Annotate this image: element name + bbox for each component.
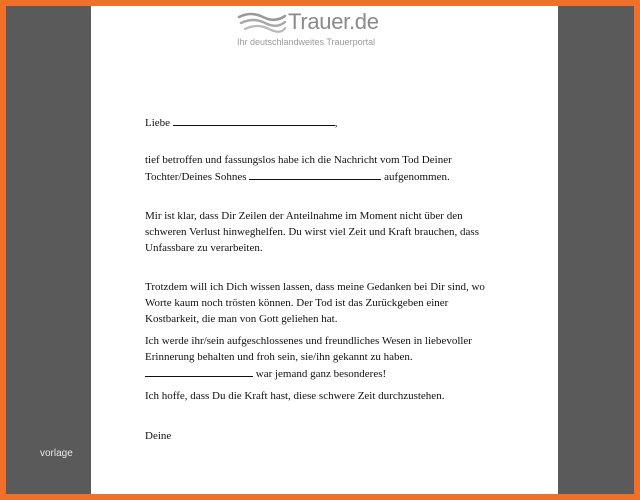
werde-line-3-end: war jemand ganz besonderes! (255, 368, 387, 380)
brand-tagline: Ihr deutschlandweites Trauerportal (237, 37, 376, 47)
werde-line-1: Ich werde ihr/sein aufgeschlossenes und freundliches Wesen in liebevoller (145, 335, 472, 347)
werde-line-2: Erinnerung behalten und froh sein, sie/ihn gekannt zu haben. (145, 351, 413, 363)
news-line-2-end: aufgenommen. (384, 171, 450, 183)
trotzdem-line: Worte kaum noch trösten können. Der Tod ist das Zurückgeben einer (145, 297, 449, 309)
paragraph-hoffe: Ich hoffe, dass Du die Kraft hast, diese schwere Zeit durchzustehen. (145, 390, 445, 402)
recipient-name-blank (173, 114, 335, 126)
salutation-line (145, 114, 515, 131)
brand-name: Trauer.de (288, 9, 379, 34)
waves-icon (237, 11, 287, 33)
salutation-comma: , (334, 117, 338, 129)
trotzdem-line: Kostbarkeit, die man von Gott geliehen hat. (145, 313, 338, 325)
brand-logo (237, 9, 397, 49)
paragraph-klar (145, 208, 515, 256)
news-line-2-start: Tochter/Deines Sohnes (145, 171, 247, 183)
child-name-blank (249, 168, 381, 180)
letter-body (145, 114, 515, 444)
document-page (91, 6, 558, 494)
closing: Deine (145, 430, 172, 442)
stage-label: vorlage (40, 448, 73, 459)
paragraph-news (145, 152, 515, 185)
paragraph-werde (145, 333, 515, 382)
klar-line: schweren Verlust hinweghelfen. Du wirst viel Zeit und Kraft brauchen, dass (145, 226, 479, 238)
trotzdem-line: Trotzdem will ich Dich wissen lassen, dass meine Gedanken bei Dir sind, wo (145, 281, 485, 293)
deceased-name-blank (145, 365, 253, 377)
news-line-1: tief betroffen und fassungslos habe ich die Nachricht vom Tod Deiner (145, 154, 452, 166)
klar-line: Unfassbare zu verarbeiten. (145, 242, 263, 254)
paragraph-trotzdem (145, 279, 515, 327)
klar-line: Mir ist klar, dass Dir Zeilen der Anteilnahme im Moment nicht über den (145, 210, 463, 222)
salutation-word: Liebe (145, 117, 171, 129)
